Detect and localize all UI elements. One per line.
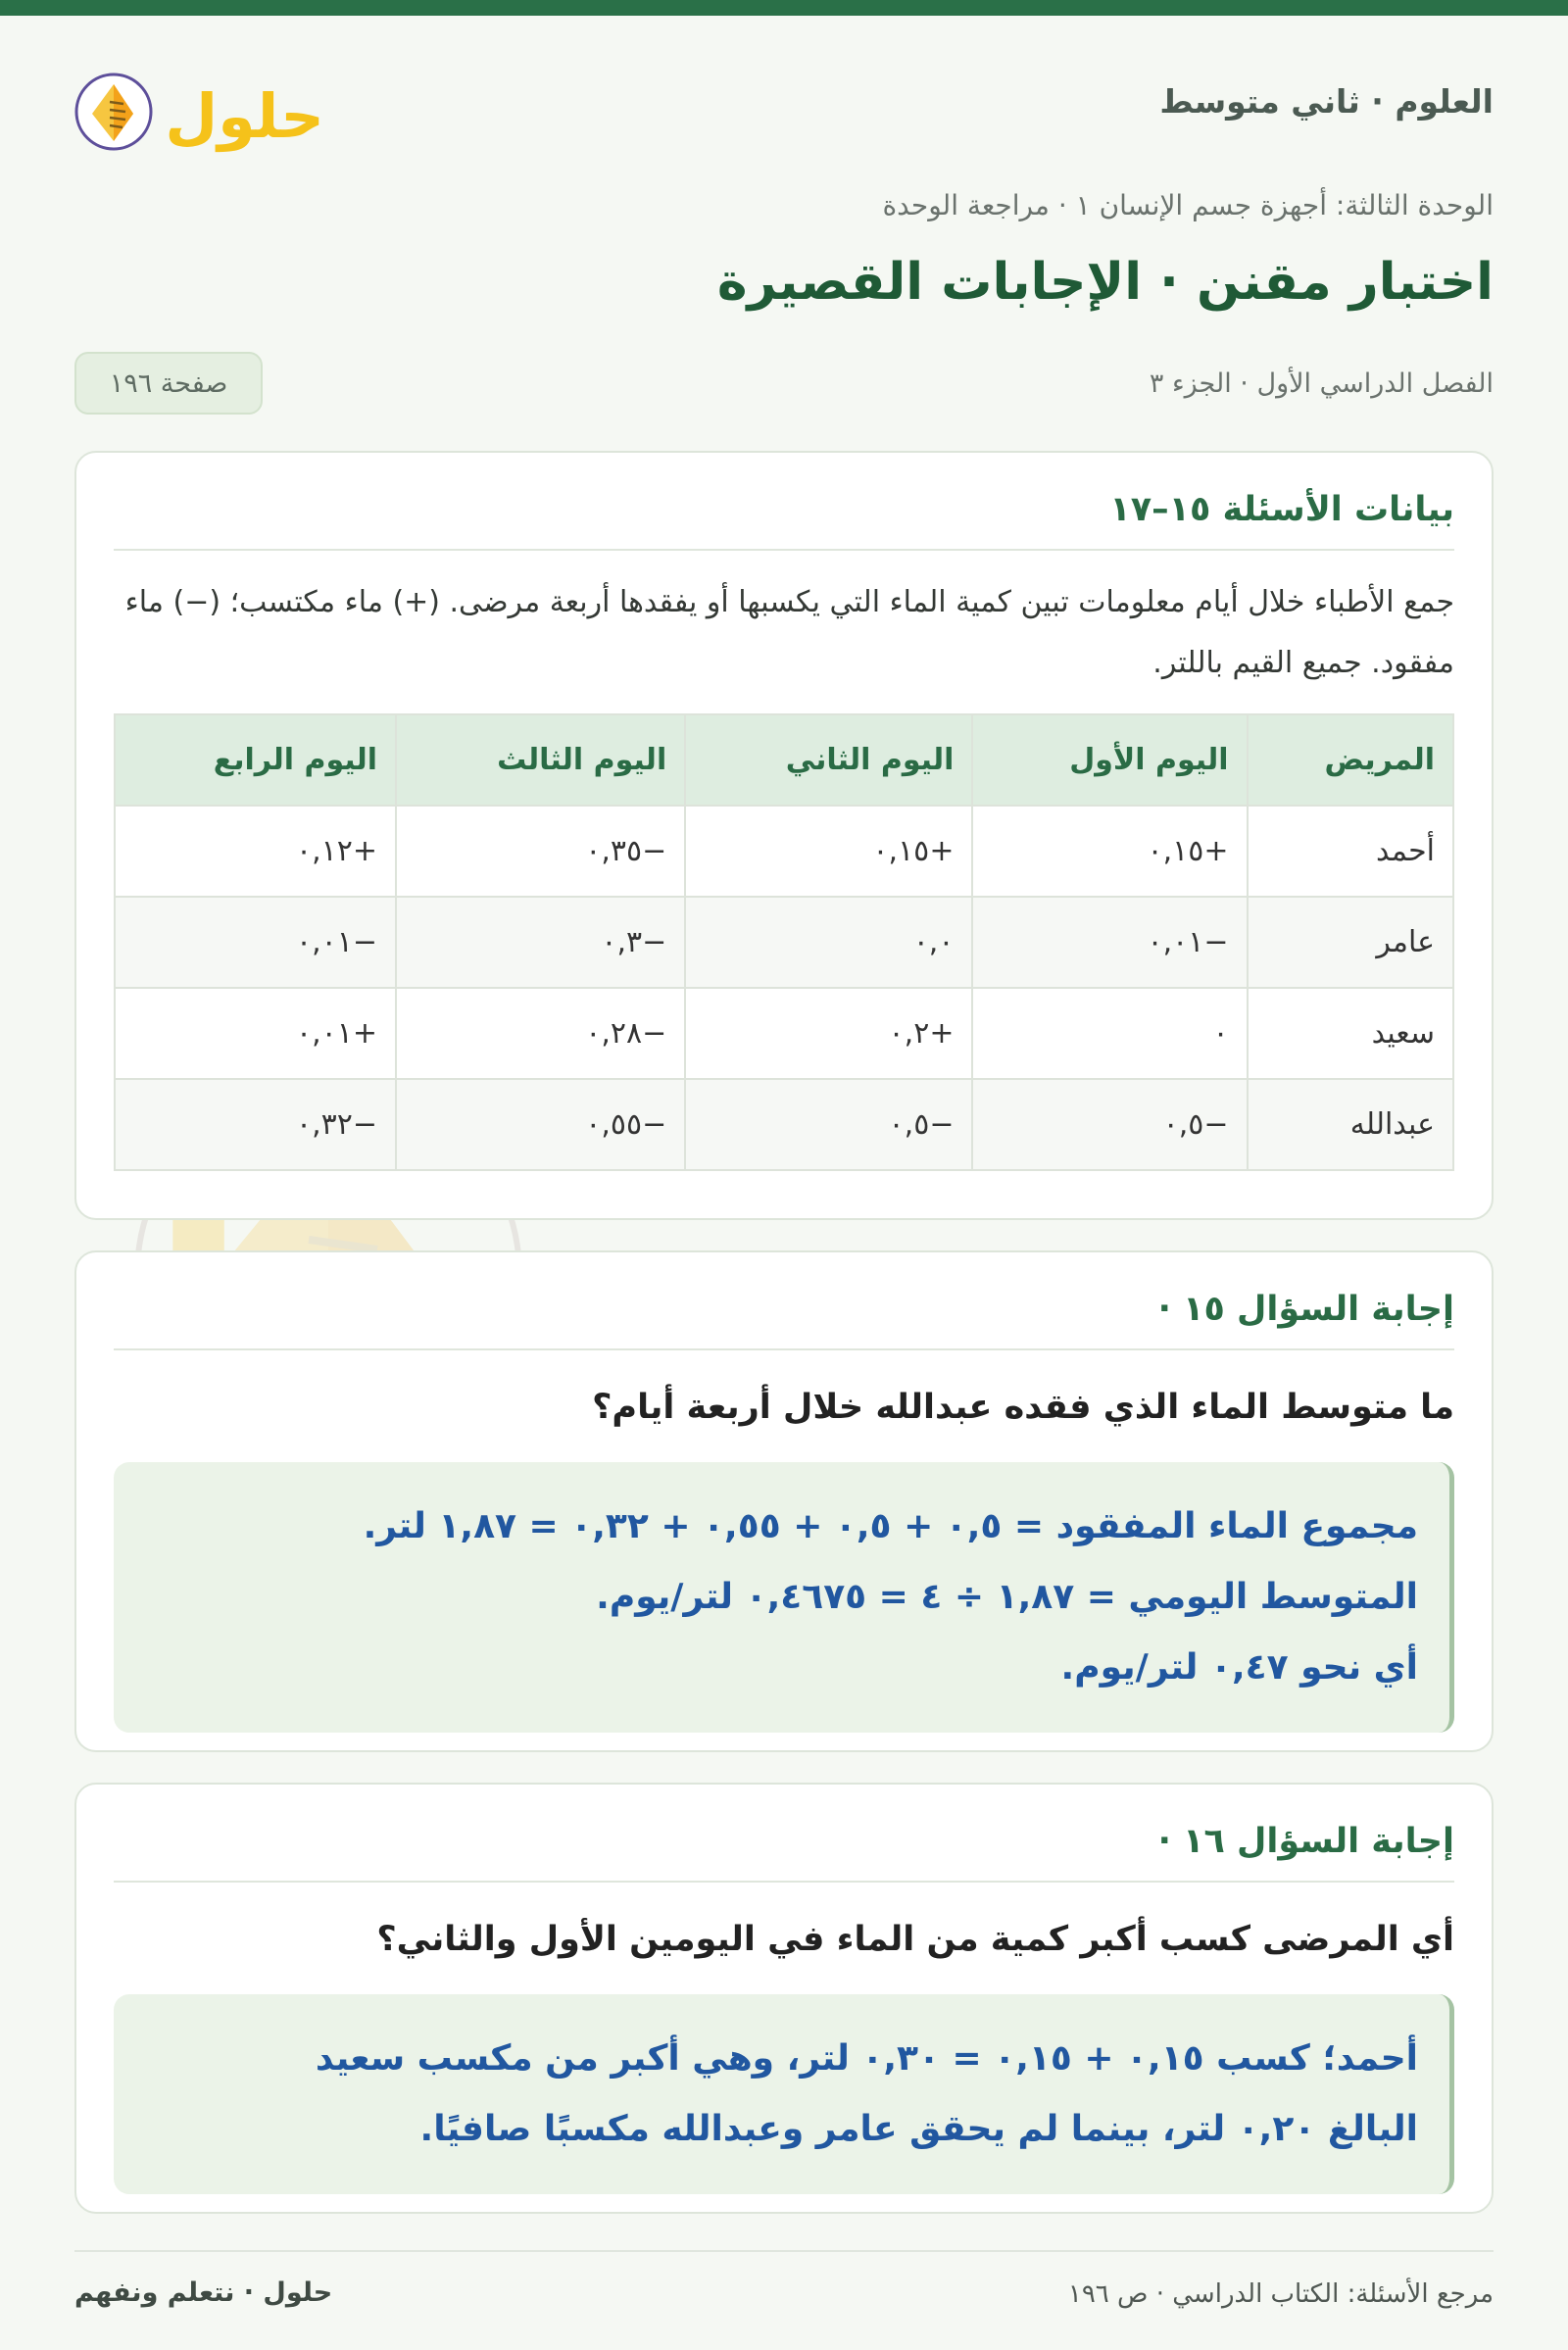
table-row xyxy=(115,1079,1453,1170)
answer-card-q15 xyxy=(74,1250,1494,1752)
page-header xyxy=(74,61,1494,169)
data-intro-text: جمع الأطباء خلال أيام معلومات تبين كمية الماء التي يكسبها أو يفقدها أربعة مرضى. (+) ماء مكتسب؛ (−) ماء مفقود. جميع القيم باللتر. xyxy=(124,585,1454,680)
table-row xyxy=(115,806,1453,897)
table-cell: −٠,٠١ xyxy=(115,897,396,988)
brand-wordmark: حلول xyxy=(165,80,324,152)
column-header: اليوم الأول xyxy=(972,714,1247,806)
question-text: ما متوسط الماء الذي فقده عبدالله خلال أربعة أيام؟ xyxy=(592,1388,1454,1427)
table-cell: +٠,٠١ xyxy=(115,988,396,1079)
page-number-badge: صفحة ١٩٦ xyxy=(74,352,263,415)
data-card-title: بيانات الأسئلة ١٥–١٧ xyxy=(114,453,1454,551)
table-cell: −٠,٥ xyxy=(972,1079,1247,1170)
page-title: اختبار مقنن · الإجابات القصيرة xyxy=(716,253,1494,312)
table-cell: −٠,٠١ xyxy=(972,897,1247,988)
unit-breadcrumb: الوحدة الثالثة: أجهزة جسم الإنسان ١ · مراجعة الوحدة xyxy=(882,189,1494,221)
footer-reference: مرجع الأسئلة: الكتاب الدراسي · ص ١٩٦ xyxy=(1067,2279,1494,2309)
footer-slogan: حلول · نتعلم ونفهم xyxy=(74,2277,333,2308)
answer-line: البالغ ٠,٢٠ لتر، بينما لم يحقق عامر وعبدالله مكسبًا صافيًا. xyxy=(419,2109,1418,2149)
table-cell: −٠,٥٥ xyxy=(396,1079,685,1170)
answer-card-title: إجابة السؤال ١٦ · xyxy=(114,1785,1454,1883)
answer-card-q16 xyxy=(74,1783,1494,2214)
answer-line: المتوسط اليومي = ١,٨٧ ÷ ٤ = ٠,٤٦٧٥ لتر/يوم. xyxy=(596,1577,1418,1617)
table-cell: −٠,٢٨ xyxy=(396,988,685,1079)
table-cell: أحمد xyxy=(1248,806,1453,897)
table-cell: +٠,٢ xyxy=(685,988,972,1079)
table-row xyxy=(115,897,1453,988)
table-cell: +٠,١٥ xyxy=(972,806,1247,897)
table-cell: −٠,٣٢ xyxy=(115,1079,396,1170)
table-cell: عبدالله xyxy=(1248,1079,1453,1170)
answer-box xyxy=(114,1994,1454,2194)
table-cell: −٠,٣ xyxy=(396,897,685,988)
footer-divider xyxy=(74,2250,1494,2252)
column-header: اليوم الرابع xyxy=(115,714,396,806)
brand-logo xyxy=(74,61,339,169)
table-cell: −٠,٥ xyxy=(685,1079,972,1170)
data-card xyxy=(74,451,1494,1220)
answer-line: أي نحو ٠,٤٧ لتر/يوم. xyxy=(1060,1647,1418,1688)
term-label: الفصل الدراسي الأول · الجزء ٣ xyxy=(1149,368,1494,399)
answer-card-title: إجابة السؤال ١٥ · xyxy=(114,1252,1454,1350)
column-header: اليوم الثالث xyxy=(396,714,685,806)
answer-line: مجموع الماء المفقود = ٠,٥ + ٠,٥ + ٠,٥٥ + ٠,٣٢ = ١,٨٧ لتر. xyxy=(363,1506,1418,1546)
answer-box xyxy=(114,1462,1454,1733)
column-header: المريض xyxy=(1248,714,1453,806)
question-text: أي المرضى كسب أكبر كمية من الماء في اليومين الأول والثاني؟ xyxy=(376,1920,1454,1959)
table-cell: سعيد xyxy=(1248,988,1453,1079)
table-cell: عامر xyxy=(1248,897,1453,988)
table-cell: +٠,١٢ xyxy=(115,806,396,897)
table-cell: ٠,٠ xyxy=(685,897,972,988)
water-data-table xyxy=(114,713,1454,1171)
table-cell: +٠,١٥ xyxy=(685,806,972,897)
table-cell: −٠,٣٥ xyxy=(396,806,685,897)
top-accent-bar xyxy=(0,0,1568,16)
answer-line: أحمد؛ كسب ٠,١٥ + ٠,١٥ = ٠,٣٠ لتر، وهي أكبر من مكسب سعيد xyxy=(315,2038,1418,2079)
table-row xyxy=(115,988,1453,1079)
table-cell: ٠ xyxy=(972,988,1247,1079)
column-header: اليوم الثاني xyxy=(685,714,972,806)
table-header-row xyxy=(115,714,1453,806)
subject-label: العلوم · ثاني متوسط xyxy=(1159,82,1494,121)
